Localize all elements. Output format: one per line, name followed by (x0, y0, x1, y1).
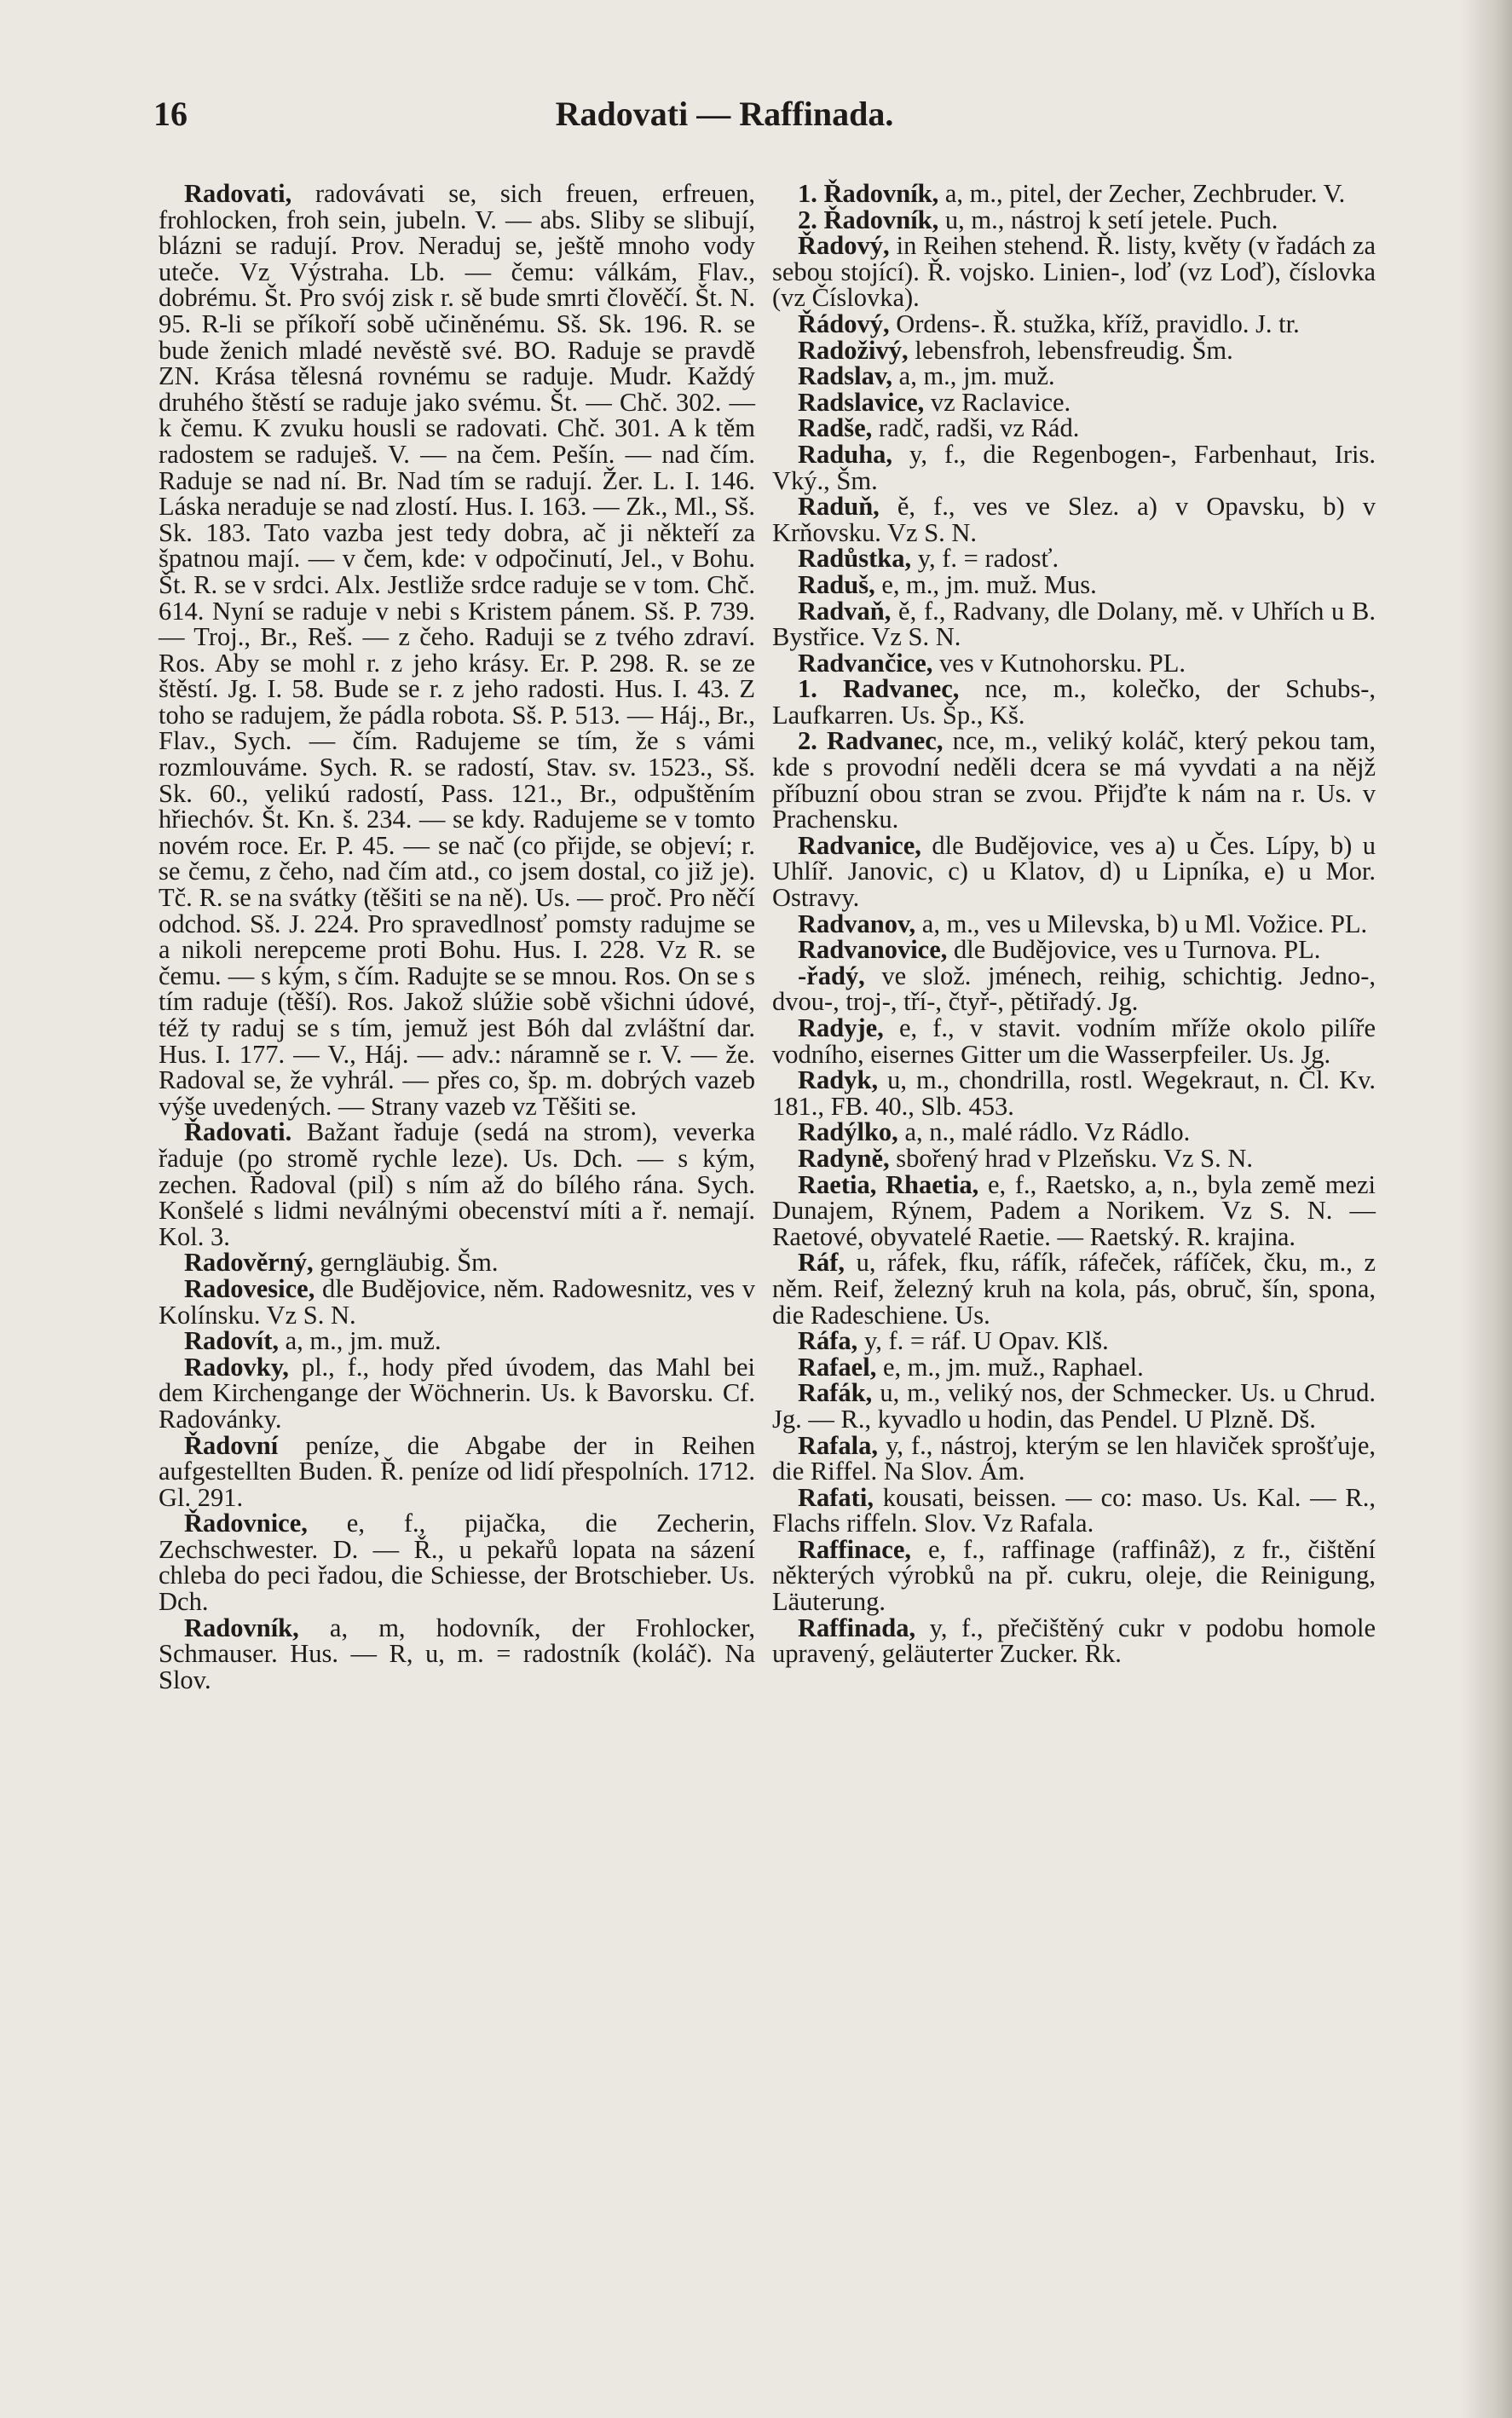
entry-headword: Radše, (798, 413, 873, 443)
dictionary-entry (772, 441, 1376, 493)
dictionary-entry (772, 1482, 1376, 1538)
entry-headword: Řadovnice, (184, 1509, 308, 1538)
entry-definition: a, m, hodovník, der Frohlocker, Schmauser. Hus. — R, u, m. = radostník (koláč). Na Slov. (159, 1613, 755, 1694)
entry-headword: Radoživý, (798, 335, 909, 365)
dictionary-entry (159, 1615, 755, 1694)
entry-definition: e, f., Raetsko, a, n., byla země mezi Dunajem, Rýnem, Padem a Norikem. Vz S. N. — Raetové, obyvatelé Raetie. — Raetský. R. krajina. (772, 1169, 1376, 1251)
entry-headword: Radyk, (798, 1065, 879, 1095)
dictionary-entry (772, 1354, 1376, 1381)
entry-definition: a, m., ves u Milevska, b) u Ml. Vožice. PL. (915, 909, 1368, 938)
entry-definition: Bažant řaduje (sedá na strom), veverka řaduje (po stromě rychle leze). Us. Dch. — s kým, zechen. Řadoval (pil) s ním až do bílého rána. Sych. Konšelé s lidmi neválnými obecenství míti a ř. nemají. Kol. 3. (159, 1117, 755, 1251)
entry-definition: ve slož. jménech, reihig, schichtig. Jedno-, dvou-, troj-, tří-, čtyř-, pětiřadý. Jg. (772, 961, 1376, 1017)
entry-headword: Radyje, (798, 1013, 884, 1042)
dictionary-entry (772, 1249, 1376, 1328)
entry-headword: Rafati, (798, 1482, 874, 1512)
entry-headword: Rafael, (798, 1352, 877, 1382)
entry-definition: peníze, die Abgabe der in Reihen aufgestellten Buden. Ř. peníze od lidí přespolních. 1712. Gl. 291. (159, 1430, 755, 1512)
dictionary-entry (772, 598, 1376, 650)
entry-headword: -řadý, (798, 961, 865, 990)
entry-headword: Radovesice, (184, 1273, 315, 1303)
entry-definition: e, f., v stavit. vodním mříže okolo pilíře vodního, eisernes Gitter um die Wasserpfeiler. Us. Jg. (772, 1013, 1376, 1069)
dictionary-entry (772, 387, 1376, 417)
dictionary-entry (159, 181, 755, 1119)
entry-headword: Radovník, (184, 1613, 299, 1642)
entry-headword: Radýlko, (798, 1117, 898, 1147)
entry-headword: Radslav, (798, 361, 893, 391)
dictionary-entry (772, 1534, 1376, 1617)
entry-headword: Řadový, (798, 231, 890, 261)
dictionary-entry (772, 1169, 1376, 1251)
entry-definition: radovávati se, sich freuen, erfreuen, frohlocken, froh sein, jubeln. V. — abs. Sliby se slibují, blázni se radují. Prov. Neraduj se, ještě mnoho vody uteče. Vz Výstraha. Lb. — čemu: válkám, Flav., dobrému. Št. Pro svój zisk r. sě bude smrti člověčí. Št. N. 95. R-li se příkoří sobě učiněnému. Sš. Sk. 196. R. se bude ženich mladé nevěstě své. BO. Raduje se pravdě ZN. Krása tělesná rovnému se raduje. Mudr. Každý druhého štěstí se raduje jako svému. Št. — Chč. 302. — k čemu. K zvuku housli se radovati. Chč. 301. A k těm radostem se raduješ. V. — na čem. Pešín. — nad čím. Raduje se nad ní. Br. Nad tím se radují. Žer. L. I. 146. Láska neraduje se nad zlostí. Hus. I. 163. — Zk., Ml., Sš. Sk. 183. Tato vazba jest tedy dobra, ač ji někteří za špatnou mají. — v čem, kde: v odpočinutí, Jel., v Bohu. Št. R. se v srdci. Alx. Jestliže srdce raduje se v tom. Chč. 614. Nyní se raduje v nebi s Kristem pánem. Sš. P. 739. — Troj., Br., Reš. — z čeho. Raduji se z tvého zdraví. Ros. Aby se mohl r. z jeho krásy. Er. P. 298. R. se ze štěstí. Jg. I. 58. Bude se r. z jeho radosti. Hus. I. 43. Z toho se radujem, že pádla robota. Sš. P. 513. — Háj., Br., Flav., Sych. — čím. Radujeme se tím, že s vámi rozmlouváme. Sych. R. se radostí, Stav. sv. 1523., Sš. Sk. 60., velikú radostí, Pass. 121., Br., odpuštěním hřiechóv. Št. Kn. š. 234. — se kdy. Radujeme se v tomto novém roce. Er. P. 45. — se nač (co přijde, se objeví; r. se čemu, z čeho, nad čím atd., co jsem dostal, co již je). Tč. R. se na svátky (těšiti se na ně). Us. — proč. Pro něčí odchod. Sš. J. 224. Pro spravedlnosť pomsty radujme se a nikoli nerepceme proti Bohu. Hus. I. 228. Vz R. se čemu. — s kým, s čím. Radujte se se mnou. Ros. On se s tím raduje (těší). Ros. Jakož slúžie sobě všichni údové, též ty raduj se s tím, jemuž jest Bóh dal zvláštní dar. Hus. I. 177. — V., Háj. — adv.: náramně se r. V. — že. Radoval se, že vyhrál. — přes co, šp. m. dobrých vazeb výše uvedených. — Strany vazeb vz Těšiti se. (159, 179, 755, 1121)
page-number: 16 (153, 95, 188, 133)
dictionary-entry (772, 1430, 1376, 1486)
entry-headword: Ráf, (798, 1248, 845, 1278)
dictionary-entry (772, 335, 1376, 365)
dictionary-entry (772, 1015, 1376, 1067)
entry-definition: e, f., raffinage (raffinâž), z fr., čištění některých výrobků na př. cukru, oleje, die Reinigung, Läuterung. (772, 1534, 1376, 1617)
entry-headword: Rafák, (798, 1378, 873, 1408)
entry-definition: u, m., veliký nos, der Schmecker. Us. u Chrud. Jg. — R., kyvadlo u hodin, das Pendel. U Plzně. Dš. (772, 1378, 1376, 1434)
entry-definition: dle Budějovice, něm. Radowesnitz, ves v Kolínsku. Vz S. N. (159, 1273, 755, 1330)
entry-headword: Raffinada, (798, 1613, 916, 1642)
entry-headword: Radvanov, (798, 909, 916, 938)
dictionary-entry (772, 415, 1376, 441)
entry-headword: Raduha, (798, 439, 893, 469)
entry-definition: nce, m., veliký koláč, který pekou tam, kde s provodní neděli dcera se má vyvdati a na nějž příbuzní obou stran se zvou. Přijďte k nám na r. Us. v Prachensku. (772, 726, 1376, 834)
dictionary-entry (772, 569, 1376, 599)
entry-definition: ě, f., ves ve Slez. a) v Opavsku, b) v Krňovsku. Vz S. N. (772, 492, 1376, 547)
dictionary-entry (772, 728, 1376, 832)
dictionary-entry (772, 545, 1376, 572)
entry-headword: Raduň, (798, 492, 880, 522)
entry-definition: u, m., nástroj k setí jetele. Puch. (938, 205, 1278, 234)
entry-headword: Rafala, (798, 1430, 879, 1460)
dictionary-entry (159, 1249, 755, 1276)
entry-headword: 1. Řadovník, (798, 179, 939, 208)
entry-headword: Radvančice, (798, 648, 933, 678)
dictionary-entry (772, 911, 1376, 938)
page-edge-shadow (1461, 0, 1512, 2418)
entry-headword: 1. Radvanec, (798, 674, 960, 704)
entry-definition: a, m., pitel, der Zecher, Zechbruder. V. (938, 179, 1346, 208)
dictionary-entry (772, 1328, 1376, 1354)
entry-headword: Raduš, (798, 569, 875, 599)
entry-definition: e, m., jm. muž. Mus. (874, 569, 1097, 599)
entry-definition: y, f., nástroj, kterým se len hlaviček sprošťuje, die Riffel. Na Slov. Ám. (772, 1430, 1376, 1486)
entry-headword: Radovít, (184, 1326, 279, 1356)
entry-definition: e, m., jm. muž., Raphael. (876, 1352, 1144, 1382)
entry-headword: Řadovati. (184, 1117, 292, 1147)
page-header (0, 94, 1512, 145)
entry-definition: y, f. = ráf. U Opav. Klš. (857, 1326, 1109, 1356)
entry-definition: a, m., jm. muž. (279, 1326, 441, 1356)
dictionary-entry (772, 650, 1376, 677)
entry-definition: kousati, beissen. — co: maso. Us. Kal. — R., Flachs riffeln. Slov. Vz Rafala. (772, 1482, 1376, 1538)
dictionary-entry (772, 493, 1376, 545)
dictionary-entry (772, 207, 1376, 234)
dictionary-entry (772, 830, 1376, 913)
right-column (772, 181, 1376, 1667)
entry-headword: Raetia, Rhaetia, (798, 1169, 979, 1199)
entry-definition: radč, radši, vz Rád. (872, 413, 1080, 443)
entry-headword: Radovky, (184, 1352, 289, 1382)
left-column (159, 181, 755, 1693)
entry-headword: 2. Řadovník, (798, 205, 939, 234)
entry-definition: a, n., malé rádlo. Vz Rádlo. (897, 1117, 1191, 1147)
entry-definition: e, f., pijačka, die Zecherin, Zechschwester. D. — Ř., u pekařů lopata na sázení chleba do peci řadou, die Schiesse, der Brotschieber. Us. Dch. (159, 1509, 755, 1617)
entry-headword: Radslavice, (798, 387, 925, 417)
entry-definition: sbořený hrad v Plzeňsku. Vz S. N. (889, 1143, 1254, 1173)
entry-definition: u, m., chondrilla, rostl. Wegekraut, n. Čl. Kv. 181., FB. 40., Slb. 453. (772, 1065, 1376, 1121)
entry-definition: dle Budějovice, ves a) u Čes. Lípy, b) u Uhlíř. Janovic, c) u Klatov, d) u Lipníka, e) u Mor. Ostravy. (772, 830, 1376, 913)
dictionary-entry (159, 1273, 755, 1330)
entry-headword: Radyně, (798, 1143, 890, 1173)
entry-definition: y, f. = radosť. (911, 544, 1059, 574)
entry-definition: vz Raclavice. (924, 387, 1071, 417)
entry-definition: gerngläubig. Šm. (313, 1248, 499, 1278)
dictionary-entry (772, 1119, 1376, 1146)
dictionary-entry (159, 1354, 755, 1433)
entry-definition: dle Budějovice, ves u Turnova. PL. (947, 935, 1321, 965)
entry-headword: Ráfa, (798, 1326, 858, 1356)
dictionary-entry (772, 1380, 1376, 1432)
entry-headword: Radovati, (184, 179, 292, 208)
entry-headword: Řádový, (798, 309, 890, 338)
entry-definition: nce, m., kolečko, der Schubs-, Laufkarren. Us. Šp., Kš. (772, 674, 1376, 730)
dictionary-entry (159, 1430, 755, 1512)
running-title: Radovati — Raffinada. (555, 95, 894, 133)
entry-headword: Řadovní (184, 1430, 279, 1460)
dictionary-entry (772, 676, 1376, 728)
entry-definition: ves v Kutnohorsku. PL. (932, 648, 1186, 678)
entry-headword: Radověrný, (184, 1248, 314, 1278)
entry-definition: in Reihen stehend. Ř. listy, květy (v řadách za sebou stojící). Ř. vojsko. Linien-, loď (vz Loď), číslovka (vz Číslovka). (772, 231, 1376, 313)
dictionary-entry (159, 1328, 755, 1354)
entry-definition: pl., f., hody před úvodem, das Mahl bei dem Kirchengange der Wöchnerin. Us. k Bavorsku. Cf. Radovánky. (159, 1352, 755, 1434)
dictionary-entry (772, 1143, 1376, 1173)
dictionary-entry (772, 233, 1376, 311)
dictionary-entry (772, 963, 1376, 1015)
dictionary-entry (159, 1509, 755, 1617)
entry-definition: u, ráfek, fku, ráfík, ráfeček, ráfíček, čku, m., z něm. Reif, železný kruh na kola, pás, obruč, šín, spona, die Radeschiene. Us. (772, 1248, 1376, 1330)
entry-definition: ě, f., Radvany, dle Dolany, mě. v Uhřích u B. Bystřice. Vz S. N. (772, 596, 1376, 652)
entry-definition: lebensfroh, lebensfreudig. Šm. (908, 335, 1233, 365)
entry-headword: Radvanice, (798, 830, 921, 860)
entry-headword: Radvanovice, (798, 935, 948, 965)
entry-headword: 2. Radvanec, (798, 726, 944, 756)
dictionary-entry (772, 311, 1376, 338)
dictionary-entry (772, 1067, 1376, 1119)
dictionary-entry (159, 1119, 755, 1249)
entry-headword: Radvaň, (798, 596, 892, 626)
entry-definition: y, f., die Regenbogen-, Farbenhaut, Iris. Vký., Šm. (772, 439, 1376, 495)
entry-headword: Raffinace, (798, 1534, 911, 1564)
entry-headword: Radůstka, (798, 544, 912, 574)
dictionary-entry (772, 937, 1376, 963)
dictionary-entry (772, 1615, 1376, 1667)
entry-definition: a, m., jm. muž. (892, 361, 1055, 391)
dictionary-entry (772, 363, 1376, 390)
entry-definition: y, f., přečištěný cukr v podobu homole upravený, geläuterter Zucker. Rk. (772, 1613, 1376, 1669)
entry-definition: Ordens-. Ř. stužka, kříž, pravidlo. J. tr. (889, 309, 1300, 338)
dictionary-entry (772, 181, 1376, 207)
